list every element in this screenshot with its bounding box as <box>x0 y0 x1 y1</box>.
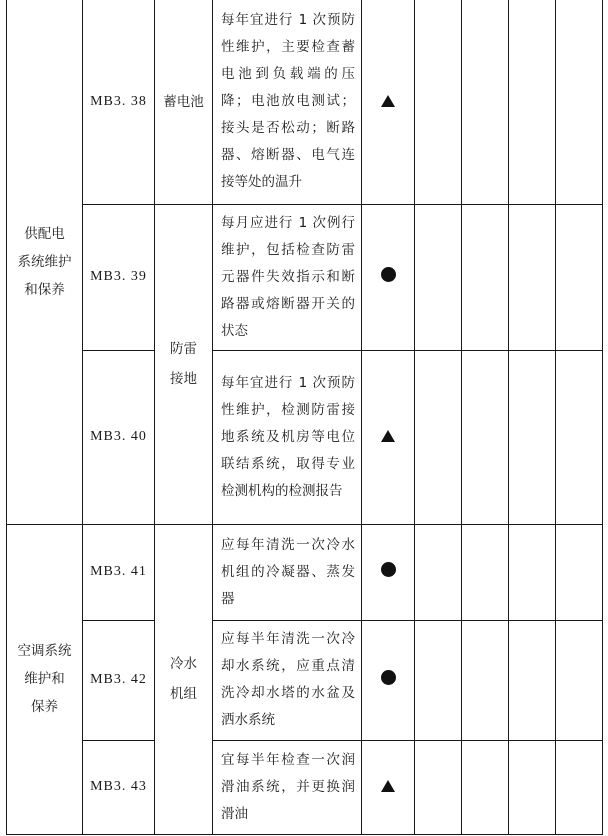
mark-cell <box>362 0 415 204</box>
triangle-icon <box>381 430 395 442</box>
empty-cell <box>509 620 556 740</box>
code-cell: MB3. 39 <box>83 204 155 350</box>
empty-cell <box>509 740 556 834</box>
item-cell: 冷水 机组 <box>155 524 213 834</box>
table-row <box>7 620 603 740</box>
empty-cell <box>556 204 603 350</box>
mark-cell <box>362 204 415 350</box>
empty-cell <box>556 620 603 740</box>
empty-cell <box>462 204 509 350</box>
item-cell: 蓄电池 <box>155 0 213 204</box>
empty-cell <box>556 350 603 524</box>
table-row <box>7 350 603 524</box>
empty-cell <box>556 524 603 620</box>
empty-cell <box>509 204 556 350</box>
dot-icon <box>381 670 396 685</box>
triangle-icon <box>381 95 395 107</box>
item-cell: 防雷 接地 <box>155 204 213 524</box>
description-cell: 应每年清洗一次冷水机组的冷凝器、蒸发器 <box>213 524 362 620</box>
empty-cell <box>556 0 603 204</box>
category-cell: 供配电 系统维护 和保养 <box>7 0 83 524</box>
empty-cell <box>509 0 556 204</box>
table-row <box>7 524 603 620</box>
empty-cell <box>415 524 462 620</box>
description-cell: 宜每半年检查一次润滑油系统，并更换润滑油 <box>213 740 362 834</box>
triangle-icon <box>381 780 395 792</box>
mark-cell <box>362 350 415 524</box>
description-cell: 每年宜进行 1 次预防性维护，检测防雷接地系统及机房等电位联结系统，取得专业检测机构的检测报告 <box>213 350 362 524</box>
empty-cell <box>462 620 509 740</box>
empty-cell <box>415 0 462 204</box>
mark-cell <box>362 524 415 620</box>
empty-cell <box>462 0 509 204</box>
mark-cell <box>362 620 415 740</box>
description-cell: 应每半年清洗一次冷却水系统，应重点清洗冷却水塔的水盆及洒水系统 <box>213 620 362 740</box>
empty-cell <box>509 524 556 620</box>
code-cell: MB3. 38 <box>83 0 155 204</box>
code-cell: MB3. 40 <box>83 350 155 524</box>
table-row <box>7 204 603 350</box>
dot-icon <box>381 562 396 577</box>
dot-icon <box>381 267 396 282</box>
description-cell: 每年宜进行 1 次预防性维护，主要检查蓄电池到负载端的压降；电池放电测试；接头是否松动；断路器、熔断器、电气连接等处的温升 <box>213 0 362 204</box>
mark-cell <box>362 740 415 834</box>
code-cell: MB3. 41 <box>83 524 155 620</box>
empty-cell <box>462 524 509 620</box>
empty-cell <box>415 740 462 834</box>
empty-cell <box>509 350 556 524</box>
maintenance-table <box>6 0 603 835</box>
empty-cell <box>462 740 509 834</box>
empty-cell <box>415 204 462 350</box>
empty-cell <box>415 350 462 524</box>
description-cell: 每月应进行 1 次例行维护，包括检查防雷元器件失效指示和断路器或熔断器开关的状态 <box>213 204 362 350</box>
table-row <box>7 740 603 834</box>
code-cell: MB3. 42 <box>83 620 155 740</box>
empty-cell <box>556 740 603 834</box>
code-cell: MB3. 43 <box>83 740 155 834</box>
empty-cell <box>415 620 462 740</box>
empty-cell <box>462 350 509 524</box>
table-row <box>7 0 603 204</box>
category-cell: 空调系统 维护和 保养 <box>7 524 83 834</box>
